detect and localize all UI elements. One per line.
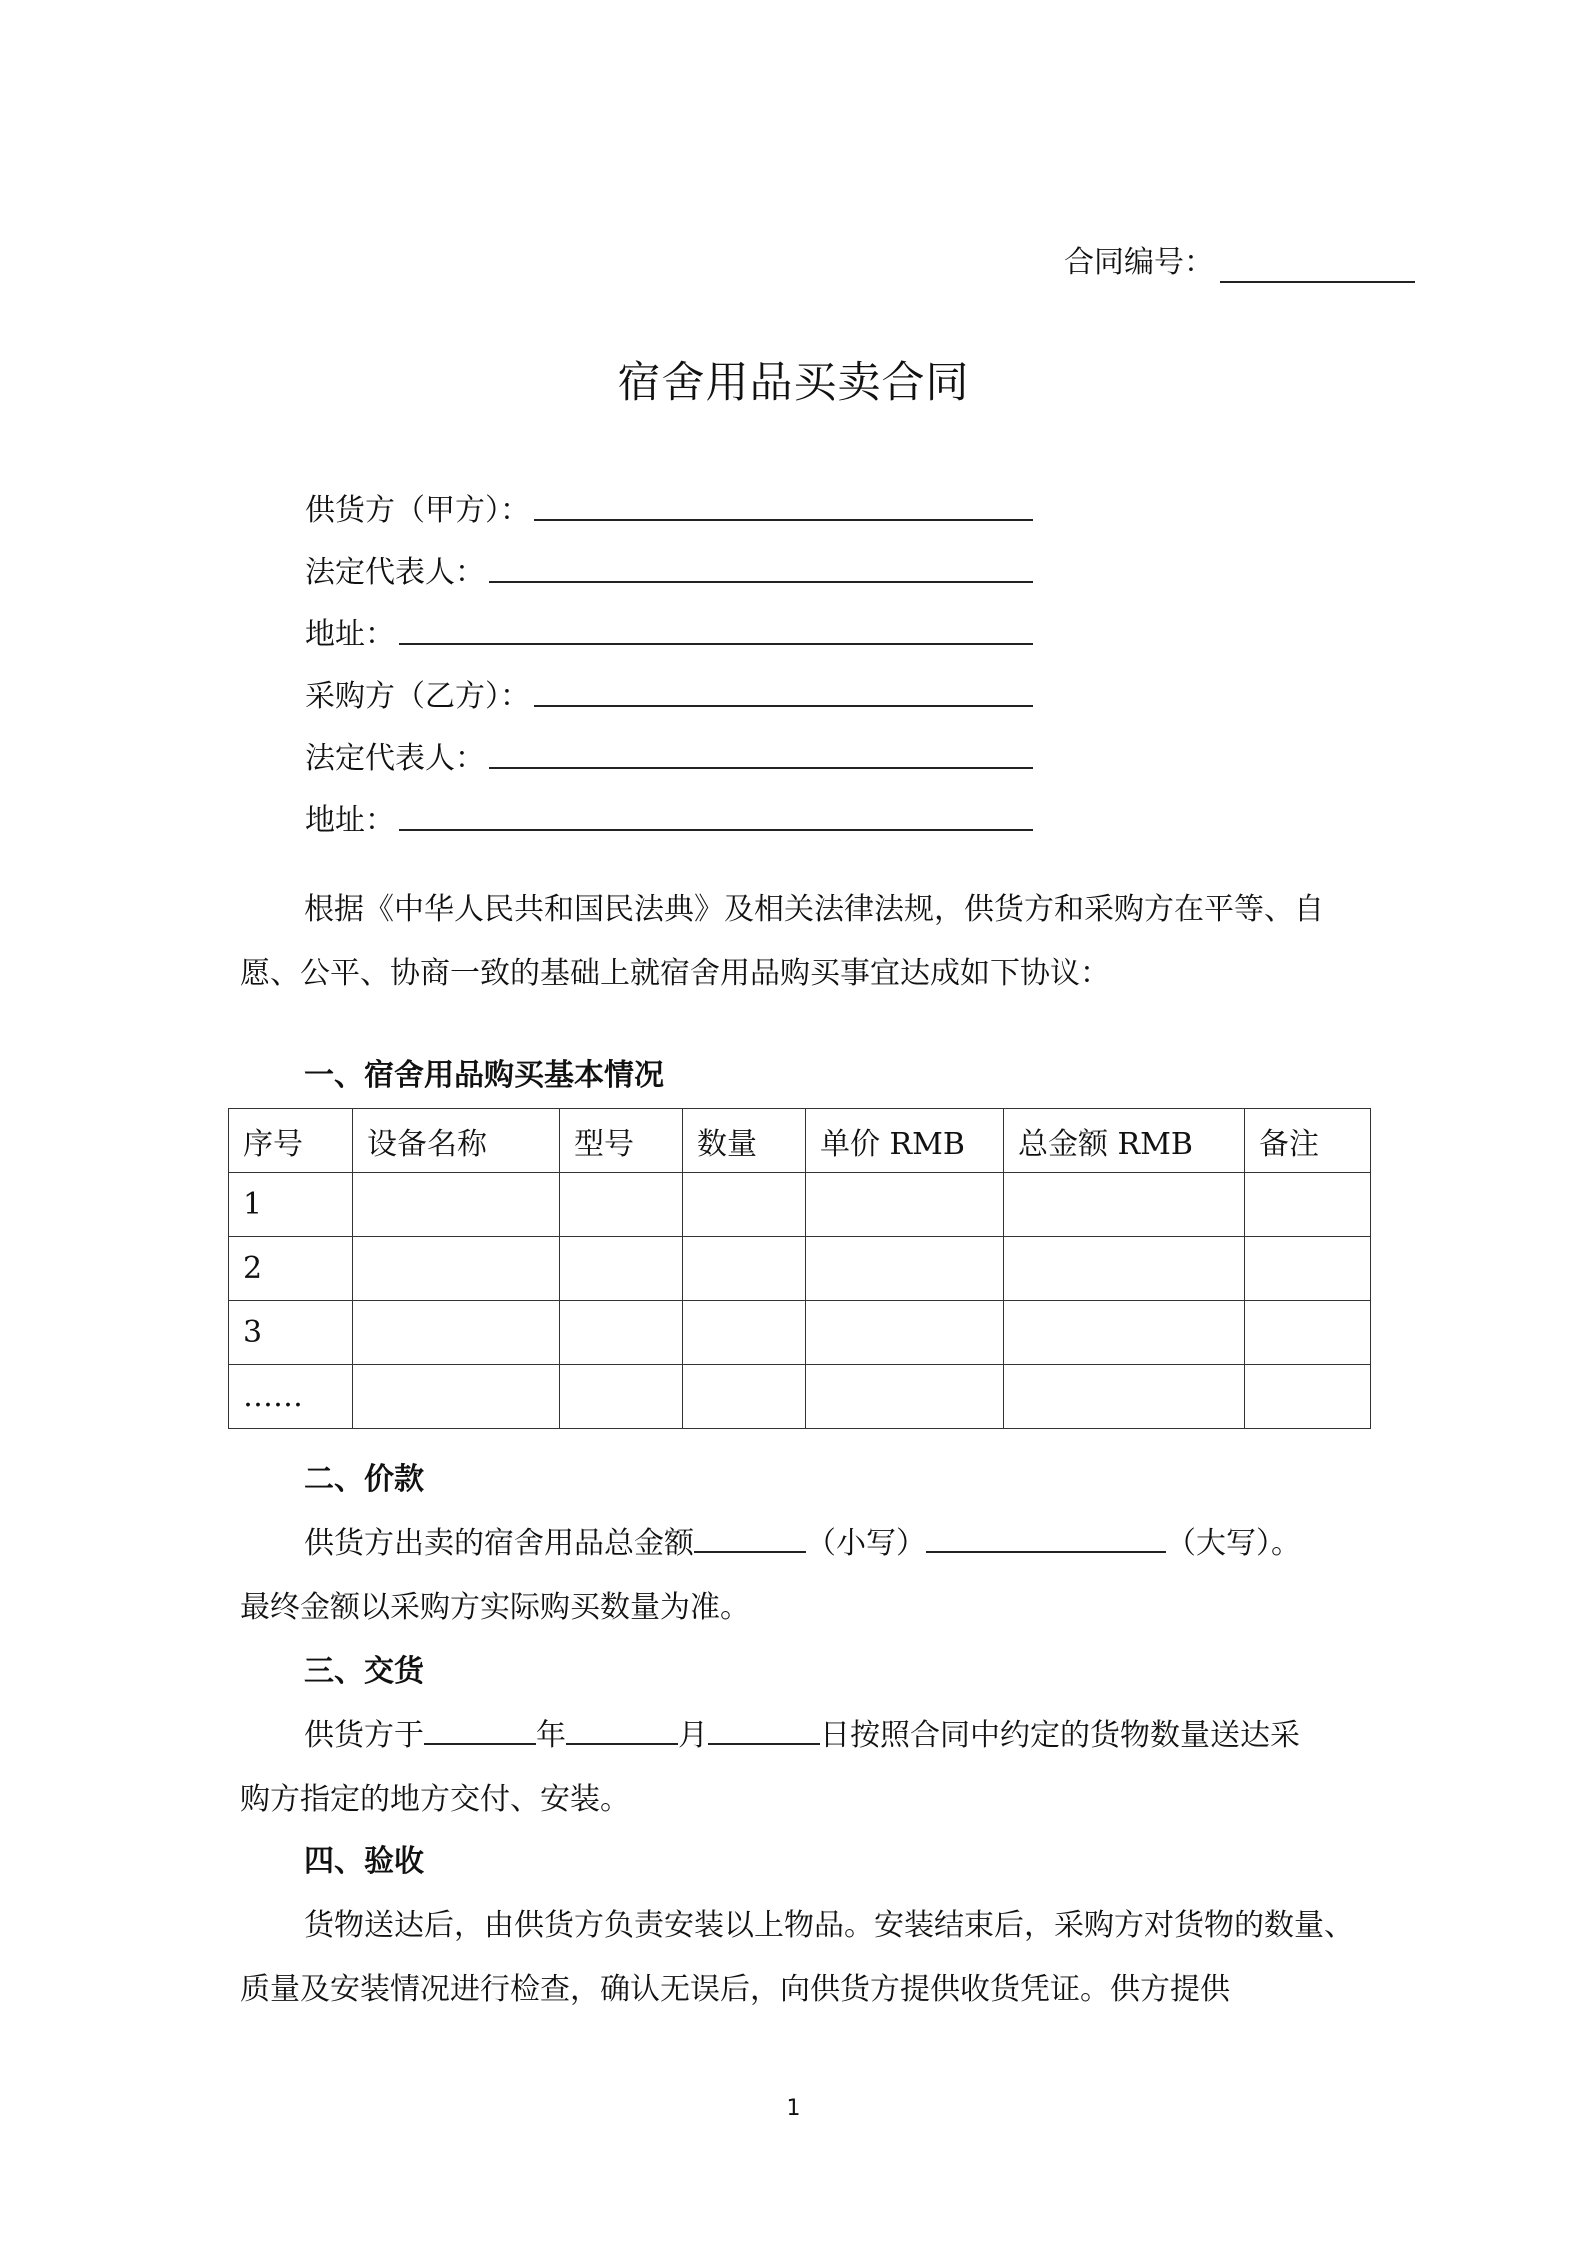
table-cell[interactable]: [1245, 1365, 1371, 1429]
party-label: 地址：: [305, 617, 395, 652]
table-cell[interactable]: [683, 1365, 806, 1429]
table-cell[interactable]: [353, 1173, 560, 1237]
delivery-month-blank[interactable]: [566, 1715, 678, 1745]
table-cell: 3: [229, 1301, 353, 1365]
contract-number-blank[interactable]: [1220, 251, 1415, 283]
intro-paragraph: [240, 878, 1360, 1006]
section-3-text: 年: [536, 1718, 566, 1753]
party-row-supplier-rep: [305, 529, 1033, 591]
table-cell[interactable]: [806, 1365, 1004, 1429]
party-row-supplier-address: [305, 591, 1033, 653]
table-cell[interactable]: [1004, 1173, 1245, 1237]
party-label: 采购方（乙方）：: [305, 679, 530, 714]
table-header-row: [229, 1109, 1371, 1173]
table-cell[interactable]: [353, 1365, 560, 1429]
section-2-text: 供货方出卖的宿舍用品总金额: [304, 1526, 694, 1561]
section-2-text: （小写）: [806, 1526, 926, 1561]
table-cell[interactable]: [683, 1237, 806, 1301]
section-3-text: 月: [678, 1718, 708, 1753]
table-row: [229, 1301, 1371, 1365]
table-cell[interactable]: [1004, 1301, 1245, 1365]
intro-text: 根据《中华人民共和国民法典》及相关法律法规，供货方和采购方在平等、自愿、公平、协商一致的基础上就宿舍用品购买事宜达成如下协议：: [240, 892, 1324, 991]
table-row: [229, 1365, 1371, 1429]
table-header-cell: 总金额 RMB: [1004, 1109, 1245, 1173]
parties-block: [305, 467, 1033, 839]
goods-table: [228, 1108, 1371, 1429]
table-header-cell: 单价 RMB: [806, 1109, 1004, 1173]
party-label: 法定代表人：: [305, 741, 485, 776]
table-cell[interactable]: [560, 1237, 683, 1301]
section-2-text: （大写）。: [1166, 1526, 1301, 1561]
section-3-text: 供货方于: [304, 1718, 424, 1753]
contract-number: [1064, 243, 1415, 283]
document-title: 宿舍用品买卖合同: [617, 358, 970, 408]
party-blank[interactable]: [399, 613, 1033, 645]
table-header-cell: 数量: [683, 1109, 806, 1173]
table-cell[interactable]: [1245, 1173, 1371, 1237]
table-cell[interactable]: [1245, 1301, 1371, 1365]
table-header-cell: 型号: [560, 1109, 683, 1173]
table-cell[interactable]: [806, 1237, 1004, 1301]
section-1-title: 一、宿舍用品购买基本情况: [304, 1058, 664, 1093]
party-row-buyer-rep: [305, 715, 1033, 777]
table-cell[interactable]: [1004, 1365, 1245, 1429]
table-cell: 2: [229, 1237, 353, 1301]
party-row-buyer: [305, 653, 1033, 715]
party-row-supplier: [305, 467, 1033, 529]
table-cell[interactable]: [353, 1237, 560, 1301]
section-4-text: 货物送达后，由供货方负责安装以上物品。安装结束后，采购方对货物的数量、质量及安装情况进行检查，确认无误后，向供货方提供收货凭证。供方提供: [240, 1908, 1354, 2007]
page-number: 1: [786, 2096, 801, 2121]
table-cell: 1: [229, 1173, 353, 1237]
party-blank[interactable]: [399, 799, 1033, 831]
delivery-year-blank[interactable]: [424, 1715, 536, 1745]
section-4: [240, 1830, 1360, 2022]
amount-lowercase-blank[interactable]: [694, 1523, 806, 1553]
party-blank[interactable]: [489, 737, 1033, 769]
section-3: [240, 1640, 1360, 1832]
amount-uppercase-blank[interactable]: [926, 1523, 1166, 1553]
table-cell[interactable]: [560, 1365, 683, 1429]
table-cell[interactable]: [560, 1301, 683, 1365]
section-2: [240, 1448, 1360, 1640]
contract-number-label: 合同编号：: [1064, 245, 1214, 280]
table-cell[interactable]: [1004, 1237, 1245, 1301]
section-4-title: 四、验收: [304, 1844, 424, 1879]
table-header-cell: 设备名称: [353, 1109, 560, 1173]
table-cell[interactable]: [353, 1301, 560, 1365]
party-label: 供货方（甲方）：: [305, 493, 530, 528]
party-label: 法定代表人：: [305, 555, 485, 590]
table-cell: ……: [229, 1365, 353, 1429]
table-header-cell: 备注: [1245, 1109, 1371, 1173]
table-cell[interactable]: [806, 1173, 1004, 1237]
section-1: [240, 1044, 1360, 1108]
table-row: [229, 1237, 1371, 1301]
section-3-line-1: [240, 1704, 1360, 1768]
table-cell[interactable]: [560, 1173, 683, 1237]
party-row-buyer-address: [305, 777, 1033, 839]
party-blank[interactable]: [489, 551, 1033, 583]
party-blank[interactable]: [534, 675, 1033, 707]
delivery-day-blank[interactable]: [708, 1715, 820, 1745]
section-3-title: 三、交货: [304, 1654, 424, 1689]
section-2-title: 二、价款: [304, 1462, 424, 1497]
party-blank[interactable]: [534, 489, 1033, 521]
table-cell[interactable]: [806, 1301, 1004, 1365]
table-cell[interactable]: [683, 1301, 806, 1365]
section-3-text: 日按照合同中约定的货物数量送达采: [820, 1718, 1300, 1753]
section-3-line-2: 购方指定的地方交付、安装。: [240, 1782, 630, 1817]
table-row: [229, 1173, 1371, 1237]
table-cell[interactable]: [683, 1173, 806, 1237]
party-label: 地址：: [305, 803, 395, 838]
table-cell[interactable]: [1245, 1237, 1371, 1301]
table-header-cell: 序号: [229, 1109, 353, 1173]
section-2-line-1: [240, 1512, 1360, 1576]
section-2-line-2: 最终金额以采购方实际购买数量为准。: [240, 1590, 750, 1625]
